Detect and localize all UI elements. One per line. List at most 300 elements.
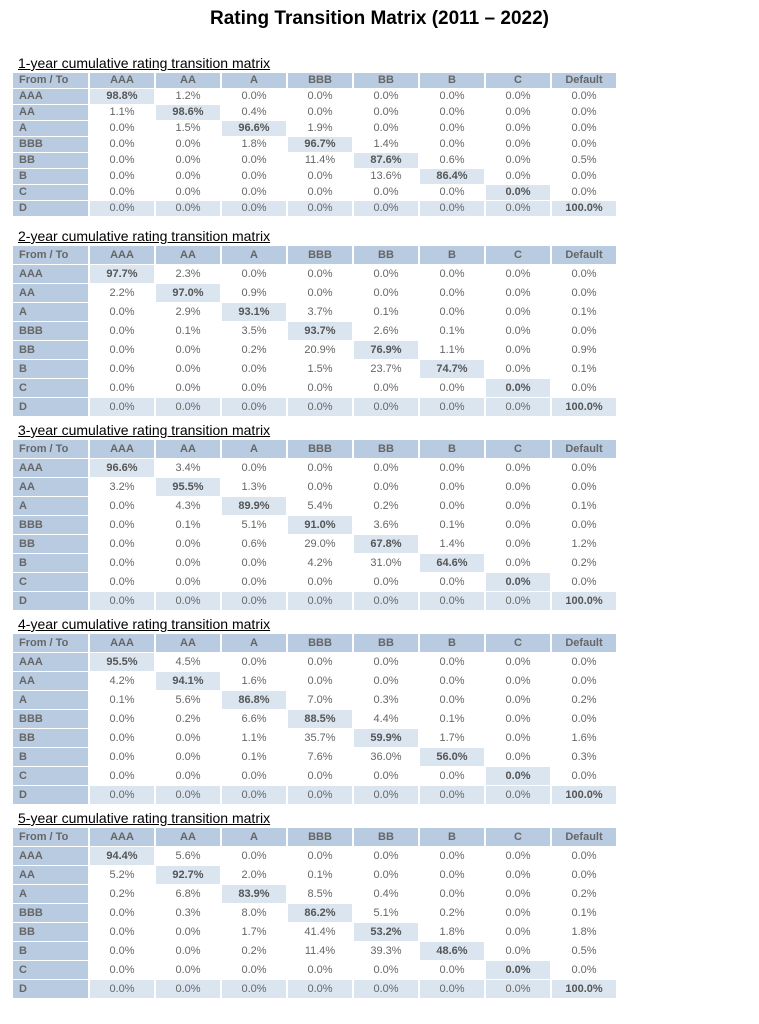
table-cell: 0.0%	[156, 942, 220, 960]
row-label: D	[13, 398, 88, 416]
table-cell: 0.1%	[288, 866, 352, 884]
table-cell: 0.0%	[552, 185, 616, 200]
table-cell: 0.0%	[420, 592, 484, 610]
table-cell: 0.0%	[354, 961, 418, 979]
table-cell: 0.0%	[90, 379, 154, 397]
table-cell: 0.1%	[354, 303, 418, 321]
column-header: BB	[354, 828, 418, 846]
table-cell: 0.0%	[222, 89, 286, 104]
table-cell: 0.0%	[420, 478, 484, 496]
column-header: BBB	[288, 828, 352, 846]
table-cell: 0.0%	[486, 592, 550, 610]
table-cell: 0.0%	[420, 185, 484, 200]
table-cell: 0.0%	[156, 554, 220, 572]
table-cell: 0.2%	[222, 942, 286, 960]
column-header: A	[222, 73, 286, 88]
table-cell: 0.2%	[354, 497, 418, 515]
table-cell: 0.3%	[552, 748, 616, 766]
table-cell: 0.0%	[486, 885, 550, 903]
table-cell: 8.0%	[222, 904, 286, 922]
column-header: B	[420, 73, 484, 88]
table-cell: 0.0%	[486, 710, 550, 728]
table-row	[13, 137, 616, 152]
table-row	[13, 980, 616, 998]
table-cell: 0.0%	[552, 105, 616, 120]
table-cell: 0.0%	[486, 360, 550, 378]
table-cell: 1.7%	[420, 729, 484, 747]
table-row	[13, 710, 616, 728]
table-cell: 0.0%	[354, 459, 418, 477]
table-cell: 0.0%	[222, 153, 286, 168]
table-cell: 0.0%	[486, 516, 550, 534]
column-header: C	[486, 73, 550, 88]
table-cell: 0.0%	[552, 653, 616, 671]
table-cell: 0.0%	[156, 980, 220, 998]
table-cell: 0.0%	[486, 398, 550, 416]
table-cell: 4.4%	[354, 710, 418, 728]
column-header: BB	[354, 634, 418, 652]
diagonal-cell: 67.8%	[354, 535, 418, 553]
table-cell: 6.8%	[156, 885, 220, 903]
table-cell: 0.3%	[354, 691, 418, 709]
diagonal-cell: 100.0%	[552, 398, 616, 416]
table-cell: 0.9%	[552, 341, 616, 359]
table-cell: 0.0%	[90, 710, 154, 728]
table-row	[13, 360, 616, 378]
table-row	[13, 284, 616, 302]
table-row	[13, 89, 616, 104]
table-cell: 0.0%	[420, 573, 484, 591]
table-cell: 0.0%	[288, 265, 352, 283]
table-cell: 0.0%	[288, 185, 352, 200]
table-cell: 0.0%	[222, 169, 286, 184]
table-cell: 0.0%	[420, 201, 484, 216]
table-cell: 0.0%	[90, 322, 154, 340]
table-cell: 0.0%	[354, 786, 418, 804]
table-cell: 0.0%	[90, 201, 154, 216]
table-row	[13, 866, 616, 884]
diagonal-cell: 100.0%	[552, 786, 616, 804]
column-header: A	[222, 246, 286, 264]
table-cell: 3.2%	[90, 478, 154, 496]
table-cell: 0.0%	[156, 535, 220, 553]
row-label: BB	[13, 729, 88, 747]
table-row	[13, 748, 616, 766]
table-cell: 0.0%	[354, 105, 418, 120]
table-cell: 0.0%	[90, 904, 154, 922]
row-label: C	[13, 961, 88, 979]
table-cell: 0.0%	[90, 497, 154, 515]
table-cell: 4.5%	[156, 653, 220, 671]
table-cell: 0.0%	[90, 185, 154, 200]
table-cell: 0.0%	[420, 767, 484, 785]
row-label: D	[13, 592, 88, 610]
table-cell: 0.0%	[420, 137, 484, 152]
table-cell: 0.0%	[354, 980, 418, 998]
table-cell: 0.0%	[552, 265, 616, 283]
diagonal-cell: 100.0%	[552, 201, 616, 216]
table-cell: 0.0%	[156, 786, 220, 804]
table-cell: 5.1%	[354, 904, 418, 922]
header-corner: From / To	[13, 73, 88, 88]
table-row	[13, 516, 616, 534]
table-cell: 1.9%	[288, 121, 352, 136]
table-cell: 0.1%	[552, 360, 616, 378]
diagonal-cell: 0.0%	[486, 379, 550, 397]
table-cell: 0.1%	[222, 748, 286, 766]
table-cell: 0.4%	[354, 885, 418, 903]
table-cell: 0.0%	[156, 169, 220, 184]
table-cell: 0.0%	[90, 961, 154, 979]
table-cell: 31.0%	[354, 554, 418, 572]
header-row	[13, 440, 616, 458]
table-cell: 0.0%	[552, 961, 616, 979]
table-cell: 0.0%	[552, 866, 616, 884]
column-header: AAA	[90, 246, 154, 264]
table-cell: 0.1%	[552, 904, 616, 922]
column-header: AAA	[90, 828, 154, 846]
table-row	[13, 341, 616, 359]
table-cell: 0.0%	[486, 904, 550, 922]
table-cell: 0.0%	[156, 341, 220, 359]
row-label: AAA	[13, 459, 88, 477]
table-cell: 0.1%	[156, 322, 220, 340]
diagonal-cell: 92.7%	[156, 866, 220, 884]
table-cell: 0.0%	[552, 516, 616, 534]
table-cell: 0.0%	[288, 459, 352, 477]
table-cell: 0.0%	[90, 923, 154, 941]
table-cell: 2.6%	[354, 322, 418, 340]
table-cell: 0.0%	[354, 398, 418, 416]
diagonal-cell: 86.4%	[420, 169, 484, 184]
table-cell: 0.0%	[420, 105, 484, 120]
diagonal-cell: 94.4%	[90, 847, 154, 865]
table-cell: 0.0%	[552, 672, 616, 690]
row-label: B	[13, 942, 88, 960]
row-label: A	[13, 121, 88, 136]
table-cell: 0.0%	[288, 980, 352, 998]
diagonal-cell: 97.0%	[156, 284, 220, 302]
row-label: AAA	[13, 847, 88, 865]
table-cell: 0.0%	[486, 923, 550, 941]
table-cell: 0.0%	[552, 710, 616, 728]
table-cell: 0.0%	[156, 185, 220, 200]
diagonal-cell: 59.9%	[354, 729, 418, 747]
column-header: B	[420, 634, 484, 652]
table-cell: 0.1%	[420, 516, 484, 534]
table-cell: 0.0%	[156, 137, 220, 152]
table-row	[13, 105, 616, 120]
table-cell: 0.0%	[420, 284, 484, 302]
table-cell: 0.0%	[156, 592, 220, 610]
table-cell: 0.0%	[486, 748, 550, 766]
table-cell: 0.0%	[486, 459, 550, 477]
table-cell: 7.6%	[288, 748, 352, 766]
table-cell: 3.5%	[222, 322, 286, 340]
diagonal-cell: 89.9%	[222, 497, 286, 515]
header-row	[13, 634, 616, 652]
table-cell: 0.0%	[222, 554, 286, 572]
table-cell: 0.0%	[486, 153, 550, 168]
table-cell: 0.0%	[552, 459, 616, 477]
table-cell: 5.6%	[156, 691, 220, 709]
table-cell: 5.2%	[90, 866, 154, 884]
table-cell: 0.0%	[420, 866, 484, 884]
column-header: AAA	[90, 73, 154, 88]
table-cell: 0.0%	[486, 980, 550, 998]
table-cell: 0.0%	[354, 284, 418, 302]
table-cell: 0.0%	[420, 653, 484, 671]
table-cell: 1.1%	[90, 105, 154, 120]
table-cell: 0.0%	[222, 847, 286, 865]
table-cell: 0.1%	[90, 691, 154, 709]
table-cell: 0.0%	[222, 360, 286, 378]
table-row	[13, 303, 616, 321]
table-cell: 0.0%	[486, 169, 550, 184]
table-cell: 0.0%	[288, 847, 352, 865]
table-cell: 0.0%	[156, 398, 220, 416]
table-cell: 0.0%	[288, 478, 352, 496]
diagonal-cell: 88.5%	[288, 710, 352, 728]
table-cell: 3.4%	[156, 459, 220, 477]
table-cell: 0.0%	[486, 942, 550, 960]
table-cell: 0.0%	[288, 398, 352, 416]
table-row	[13, 153, 616, 168]
table-row	[13, 554, 616, 572]
table-cell: 0.0%	[552, 767, 616, 785]
transition-matrix-table	[11, 827, 618, 999]
table-cell: 0.2%	[420, 904, 484, 922]
table-cell: 0.0%	[420, 672, 484, 690]
table-cell: 0.0%	[486, 121, 550, 136]
table-cell: 0.0%	[222, 592, 286, 610]
matrix-title: 5-year cumulative rating transition matrix	[18, 810, 271, 826]
table-cell: 0.0%	[90, 153, 154, 168]
column-header: AA	[156, 246, 220, 264]
table-cell: 0.0%	[288, 573, 352, 591]
table-row	[13, 691, 616, 709]
table-cell: 29.0%	[288, 535, 352, 553]
table-row	[13, 847, 616, 865]
row-label: C	[13, 379, 88, 397]
table-cell: 0.0%	[552, 478, 616, 496]
column-header: B	[420, 828, 484, 846]
table-cell: 0.2%	[222, 341, 286, 359]
row-label: AA	[13, 105, 88, 120]
table-cell: 0.2%	[552, 885, 616, 903]
row-label: AAA	[13, 653, 88, 671]
table-row	[13, 592, 616, 610]
table-cell: 4.2%	[90, 672, 154, 690]
table-cell: 2.3%	[156, 265, 220, 283]
row-label: AAA	[13, 89, 88, 104]
table-cell: 0.1%	[156, 516, 220, 534]
table-cell: 0.0%	[288, 592, 352, 610]
table-cell: 0.0%	[222, 653, 286, 671]
table-cell: 0.5%	[552, 942, 616, 960]
table-cell: 0.0%	[90, 398, 154, 416]
diagonal-cell: 56.0%	[420, 748, 484, 766]
table-cell: 0.1%	[420, 322, 484, 340]
diagonal-cell: 96.6%	[90, 459, 154, 477]
row-label: BB	[13, 153, 88, 168]
diagonal-cell: 100.0%	[552, 980, 616, 998]
diagonal-cell: 91.0%	[288, 516, 352, 534]
table-cell: 0.0%	[486, 201, 550, 216]
table-cell: 0.0%	[420, 379, 484, 397]
row-label: AAA	[13, 265, 88, 283]
table-cell: 0.0%	[486, 535, 550, 553]
table-row	[13, 672, 616, 690]
table-cell: 0.2%	[156, 710, 220, 728]
table-row	[13, 535, 616, 553]
diagonal-cell: 83.9%	[222, 885, 286, 903]
table-cell: 0.0%	[486, 691, 550, 709]
row-label: AA	[13, 866, 88, 884]
table-cell: 5.6%	[156, 847, 220, 865]
table-cell: 0.2%	[552, 691, 616, 709]
column-header: C	[486, 440, 550, 458]
table-cell: 0.0%	[420, 691, 484, 709]
table-cell: 1.1%	[420, 341, 484, 359]
table-cell: 0.0%	[90, 592, 154, 610]
transition-matrix-table	[11, 633, 618, 805]
table-cell: 8.5%	[288, 885, 352, 903]
table-cell: 0.0%	[90, 121, 154, 136]
header-row	[13, 246, 616, 264]
table-row	[13, 265, 616, 283]
matrix-title: 4-year cumulative rating transition matrix	[18, 616, 271, 632]
table-cell: 0.0%	[486, 322, 550, 340]
table-cell: 1.6%	[222, 672, 286, 690]
table-cell: 0.0%	[222, 201, 286, 216]
table-cell: 0.0%	[222, 573, 286, 591]
row-label: BB	[13, 341, 88, 359]
table-cell: 11.4%	[288, 153, 352, 168]
table-cell: 0.0%	[90, 748, 154, 766]
diagonal-cell: 97.7%	[90, 265, 154, 283]
column-header: BBB	[288, 246, 352, 264]
table-cell: 0.0%	[222, 786, 286, 804]
column-header: AA	[156, 73, 220, 88]
header-row	[13, 73, 616, 88]
table-cell: 0.0%	[354, 672, 418, 690]
table-cell: 0.1%	[420, 710, 484, 728]
table-row	[13, 201, 616, 216]
table-cell: 0.0%	[90, 535, 154, 553]
diagonal-cell: 98.8%	[90, 89, 154, 104]
row-label: BB	[13, 923, 88, 941]
table-cell: 0.0%	[486, 303, 550, 321]
table-cell: 0.0%	[552, 121, 616, 136]
table-cell: 0.0%	[486, 137, 550, 152]
table-cell: 0.0%	[354, 201, 418, 216]
column-header: C	[486, 634, 550, 652]
table-cell: 1.4%	[420, 535, 484, 553]
table-cell: 0.0%	[222, 398, 286, 416]
table-cell: 1.4%	[354, 137, 418, 152]
diagonal-cell: 0.0%	[486, 185, 550, 200]
table-cell: 0.0%	[552, 284, 616, 302]
table-row	[13, 904, 616, 922]
column-header: AAA	[90, 634, 154, 652]
table-cell: 23.7%	[354, 360, 418, 378]
header-corner: From / To	[13, 246, 88, 264]
diagonal-cell: 96.7%	[288, 137, 352, 152]
table-row	[13, 478, 616, 496]
table-cell: 0.0%	[222, 980, 286, 998]
table-cell: 11.4%	[288, 942, 352, 960]
diagonal-cell: 94.1%	[156, 672, 220, 690]
table-cell: 2.9%	[156, 303, 220, 321]
table-cell: 0.0%	[156, 360, 220, 378]
table-row	[13, 398, 616, 416]
table-cell: 0.0%	[420, 885, 484, 903]
table-row	[13, 185, 616, 200]
table-cell: 0.0%	[90, 169, 154, 184]
table-cell: 0.0%	[486, 847, 550, 865]
table-cell: 0.0%	[420, 121, 484, 136]
table-row	[13, 169, 616, 184]
table-cell: 0.0%	[420, 265, 484, 283]
table-cell: 0.0%	[486, 653, 550, 671]
table-cell: 0.0%	[486, 672, 550, 690]
row-label: BBB	[13, 904, 88, 922]
table-cell: 0.0%	[420, 459, 484, 477]
table-cell: 0.0%	[156, 961, 220, 979]
row-label: A	[13, 691, 88, 709]
row-label: BBB	[13, 322, 88, 340]
table-cell: 0.0%	[354, 653, 418, 671]
table-cell: 1.2%	[156, 89, 220, 104]
table-cell: 0.6%	[222, 535, 286, 553]
table-cell: 0.0%	[486, 554, 550, 572]
transition-matrix-table	[11, 439, 618, 611]
table-cell: 0.0%	[420, 89, 484, 104]
table-row	[13, 653, 616, 671]
table-cell: 0.0%	[354, 478, 418, 496]
row-label: BBB	[13, 516, 88, 534]
column-header: BB	[354, 440, 418, 458]
table-cell: 0.0%	[486, 265, 550, 283]
table-cell: 0.5%	[552, 153, 616, 168]
diagonal-cell: 93.1%	[222, 303, 286, 321]
table-cell: 0.0%	[420, 398, 484, 416]
column-header: Default	[552, 828, 616, 846]
table-cell: 0.0%	[552, 322, 616, 340]
table-cell: 0.0%	[90, 137, 154, 152]
row-label: AA	[13, 478, 88, 496]
table-cell: 0.0%	[486, 866, 550, 884]
table-cell: 1.1%	[222, 729, 286, 747]
table-cell: 1.3%	[222, 478, 286, 496]
table-cell: 13.6%	[354, 169, 418, 184]
row-label: C	[13, 767, 88, 785]
header-corner: From / To	[13, 440, 88, 458]
column-header: C	[486, 828, 550, 846]
column-header: AA	[156, 828, 220, 846]
page-title: Rating Transition Matrix (2011 – 2022)	[210, 8, 549, 29]
table-cell: 0.0%	[552, 89, 616, 104]
table-cell: 0.0%	[222, 379, 286, 397]
diagonal-cell: 86.8%	[222, 691, 286, 709]
table-cell: 0.0%	[354, 592, 418, 610]
table-cell: 1.7%	[222, 923, 286, 941]
diagonal-cell: 87.6%	[354, 153, 418, 168]
diagonal-cell: 96.6%	[222, 121, 286, 136]
table-cell: 2.2%	[90, 284, 154, 302]
table-row	[13, 379, 616, 397]
